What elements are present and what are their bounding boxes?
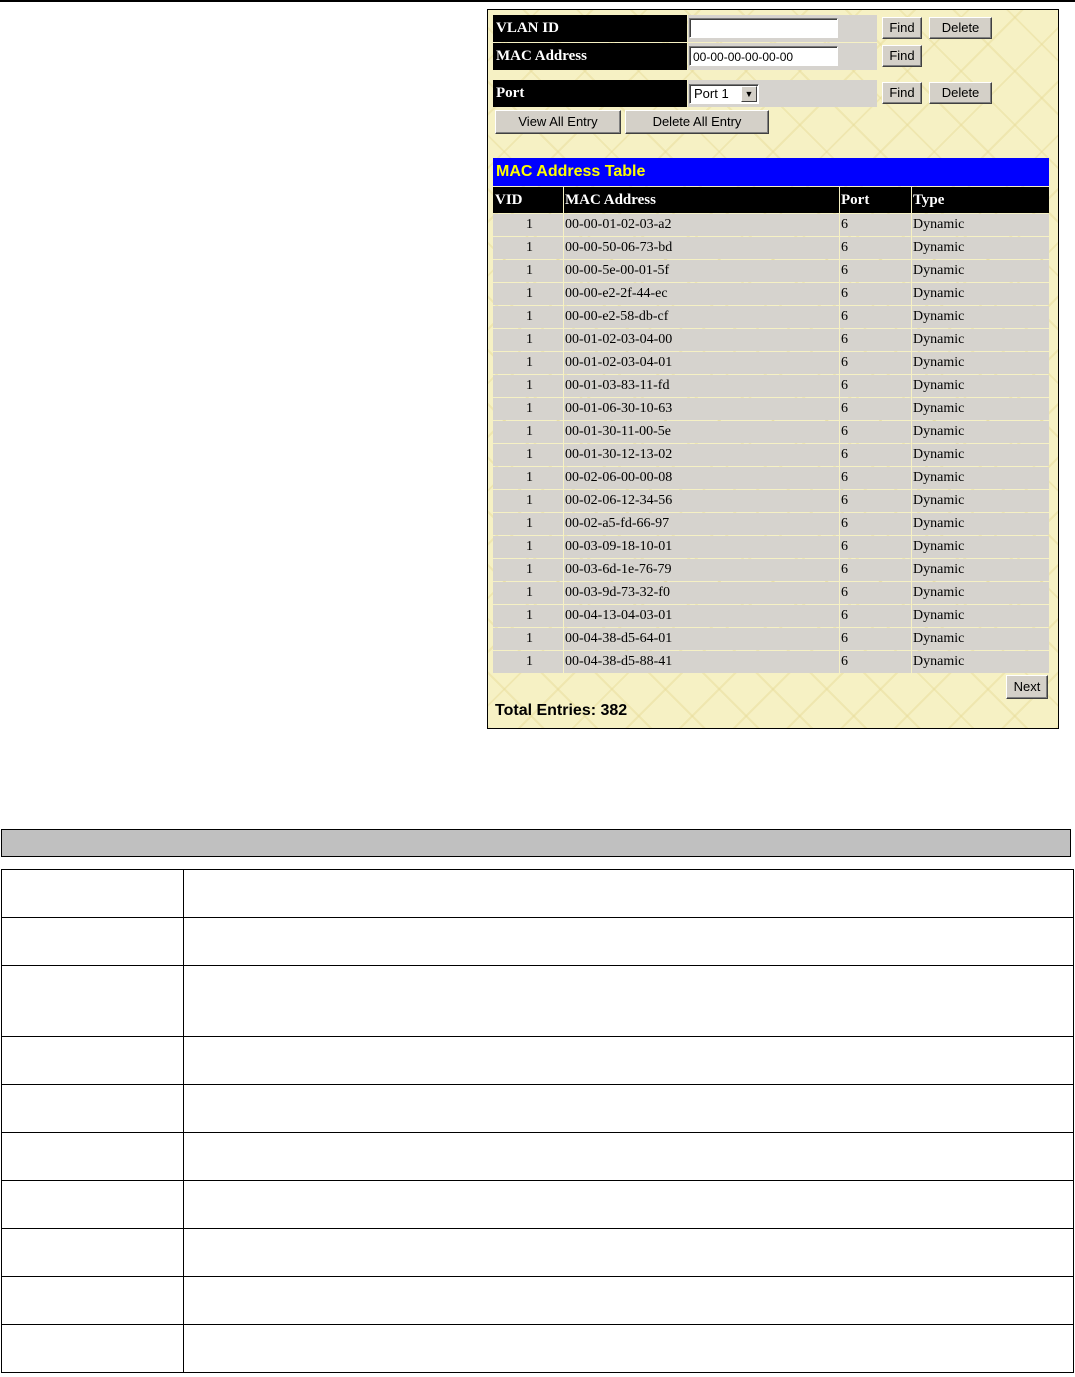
mac-address-cell: 00-02-a5-fd-66-97 <box>565 516 670 531</box>
port-cell: 6 <box>841 562 848 577</box>
parameter-row <box>2 1181 1074 1229</box>
vid-cell: 1 <box>526 424 533 439</box>
vlan-delete-button[interactable]: Delete <box>929 17 992 39</box>
table-row <box>493 559 1049 581</box>
parameter-name-cell <box>2 1181 184 1229</box>
port-cell: 6 <box>841 286 848 301</box>
table-header <box>493 187 1049 213</box>
type-cell: Dynamic <box>913 240 965 255</box>
mac-address-cell: 00-03-6d-1e-76-79 <box>565 562 672 577</box>
port-cell: 6 <box>841 309 848 324</box>
parameter-name-cell <box>2 1229 184 1277</box>
table-row <box>493 237 1049 259</box>
parameter-row <box>2 1277 1074 1325</box>
table-row <box>493 651 1049 673</box>
vid-cell: 1 <box>526 470 533 485</box>
vid-cell: 1 <box>526 217 533 232</box>
table-row <box>493 329 1049 351</box>
port-cell: 6 <box>841 378 848 393</box>
parameter-name-cell <box>2 1037 184 1085</box>
vid-cell: 1 <box>526 263 533 278</box>
table-row <box>493 306 1049 328</box>
mac-address-cell: 00-00-50-06-73-bd <box>565 240 673 255</box>
table-row <box>493 513 1049 535</box>
mac-address-table-panel <box>487 9 1059 729</box>
port-cell: 6 <box>841 654 848 669</box>
type-cell: Dynamic <box>913 355 965 370</box>
parameter-row <box>2 1325 1074 1373</box>
next-button[interactable]: Next <box>1006 675 1048 699</box>
port-cell: 6 <box>841 355 848 370</box>
port-cell: 6 <box>841 585 848 600</box>
vid-cell: 1 <box>526 378 533 393</box>
vid-cell: 1 <box>526 401 533 416</box>
vid-cell: 1 <box>526 562 533 577</box>
parameter-description-cell <box>184 1181 1074 1229</box>
type-cell: Dynamic <box>913 447 965 462</box>
vid-cell: 1 <box>526 240 533 255</box>
parameter-row <box>2 966 1074 1037</box>
mac-address-cell: 00-01-30-11-00-5e <box>565 424 672 439</box>
table-row <box>493 214 1049 236</box>
mac-address-cell: 00-01-06-30-10-63 <box>565 401 673 416</box>
mac-address-cell: 00-00-01-02-03-a2 <box>565 217 672 232</box>
mac-find-button[interactable]: Find <box>882 45 922 67</box>
table-row <box>493 628 1049 650</box>
mac-address-label: MAC Address <box>493 43 687 70</box>
parameter-row <box>2 918 1074 966</box>
mac-address-cell: 00-00-e2-2f-44-ec <box>565 286 668 301</box>
column-header-mac-address: MAC Address <box>565 192 656 208</box>
type-cell: Dynamic <box>913 539 965 554</box>
parameter-row <box>2 1037 1074 1085</box>
mac-address-cell: 00-02-06-00-00-08 <box>565 470 673 485</box>
column-divider <box>563 187 564 673</box>
vid-cell: 1 <box>526 309 533 324</box>
table-title: MAC Address Table <box>493 158 1049 186</box>
table-row <box>493 283 1049 305</box>
mac-address-cell: 00-01-02-03-04-00 <box>565 332 673 347</box>
vid-cell: 1 <box>526 516 533 531</box>
vid-cell: 1 <box>526 447 533 462</box>
parameter-description-cell <box>184 1133 1074 1181</box>
parameter-table <box>1 869 1074 1373</box>
type-cell: Dynamic <box>913 470 965 485</box>
port-delete-button[interactable]: Delete <box>929 82 992 104</box>
parameter-description-cell <box>184 1325 1074 1373</box>
parameter-name-cell <box>2 1085 184 1133</box>
page-top-rule <box>0 0 1075 2</box>
type-cell: Dynamic <box>913 562 965 577</box>
parameter-name-cell <box>2 1133 184 1181</box>
column-divider <box>839 187 840 673</box>
type-cell: Dynamic <box>913 378 965 393</box>
type-cell: Dynamic <box>913 286 965 301</box>
port-cell: 6 <box>841 539 848 554</box>
port-cell: 6 <box>841 608 848 623</box>
mac-address-input[interactable]: 00-00-00-00-00-00 <box>689 46 838 66</box>
port-select[interactable] <box>689 84 759 104</box>
port-cell: 6 <box>841 217 848 232</box>
port-label: Port <box>493 80 687 107</box>
port-cell: 6 <box>841 493 848 508</box>
vid-cell: 1 <box>526 493 533 508</box>
type-cell: Dynamic <box>913 493 965 508</box>
column-divider <box>911 187 912 673</box>
table-row <box>493 398 1049 420</box>
mac-address-cell: 00-00-5e-00-01-5f <box>565 263 670 278</box>
table-row <box>493 421 1049 443</box>
parameter-row <box>2 1229 1074 1277</box>
view-all-entry-button[interactable]: View All Entry <box>495 110 621 134</box>
mac-address-cell: 00-04-38-d5-64-01 <box>565 631 673 646</box>
parameter-name-cell <box>2 918 184 966</box>
table-row <box>493 605 1049 627</box>
port-cell: 6 <box>841 401 848 416</box>
mac-address-cell: 00-04-38-d5-88-41 <box>565 654 673 669</box>
port-cell: 6 <box>841 240 848 255</box>
table-row <box>493 444 1049 466</box>
table-row <box>493 467 1049 489</box>
mac-address-cell: 00-03-09-18-10-01 <box>565 539 673 554</box>
type-cell: Dynamic <box>913 309 965 324</box>
vid-cell: 1 <box>526 654 533 669</box>
mac-address-cell: 00-01-03-83-11-fd <box>565 378 670 393</box>
port-cell: 6 <box>841 263 848 278</box>
parameter-description-cell <box>184 1229 1074 1277</box>
parameter-description-cell <box>184 1037 1074 1085</box>
mac-address-cell: 00-01-30-12-13-02 <box>565 447 673 462</box>
parameter-name-cell <box>2 870 184 918</box>
chevron-down-icon[interactable]: ▼ <box>741 86 757 102</box>
vlan-id-input[interactable] <box>689 18 838 38</box>
table-body <box>493 214 1049 674</box>
port-find-button[interactable]: Find <box>882 82 922 104</box>
vid-cell: 1 <box>526 539 533 554</box>
type-cell: Dynamic <box>913 585 965 600</box>
port-cell: 6 <box>841 470 848 485</box>
port-cell: 6 <box>841 424 848 439</box>
parameter-name-cell <box>2 1277 184 1325</box>
port-select-value: Port 1 <box>694 86 729 101</box>
type-cell: Dynamic <box>913 332 965 347</box>
parameter-description-cell <box>184 1277 1074 1325</box>
vid-cell: 1 <box>526 355 533 370</box>
port-cell: 6 <box>841 516 848 531</box>
table-row <box>493 536 1049 558</box>
vlan-id-label: VLAN ID <box>493 15 687 42</box>
total-entries: Total Entries: 382 <box>495 702 628 719</box>
table-row <box>493 352 1049 374</box>
vlan-find-button[interactable]: Find <box>882 17 922 39</box>
column-header-vid: VID <box>495 192 523 208</box>
vid-cell: 1 <box>526 585 533 600</box>
type-cell: Dynamic <box>913 654 965 669</box>
mac-address-cell: 00-00-e2-58-db-cf <box>565 309 669 324</box>
mac-address-cell: 00-02-06-12-34-56 <box>565 493 673 508</box>
parameter-description-cell <box>184 870 1074 918</box>
vid-cell: 1 <box>526 631 533 646</box>
mac-address-cell: 00-03-9d-73-32-f0 <box>565 585 670 600</box>
type-cell: Dynamic <box>913 608 965 623</box>
type-cell: Dynamic <box>913 217 965 232</box>
type-cell: Dynamic <box>913 401 965 416</box>
mac-address-cell: 00-04-13-04-03-01 <box>565 608 673 623</box>
table-row <box>493 582 1049 604</box>
table-row <box>493 260 1049 282</box>
type-cell: Dynamic <box>913 631 965 646</box>
port-cell: 6 <box>841 447 848 462</box>
parameter-name-cell <box>2 966 184 1037</box>
delete-all-entry-button[interactable]: Delete All Entry <box>625 110 769 134</box>
parameter-row <box>2 1133 1074 1181</box>
parameter-description-cell <box>184 1085 1074 1133</box>
parameter-row <box>2 870 1074 918</box>
parameter-row <box>2 1085 1074 1133</box>
vid-cell: 1 <box>526 332 533 347</box>
port-cell: 6 <box>841 332 848 347</box>
parameter-description-cell <box>184 918 1074 966</box>
mac-address-cell: 00-01-02-03-04-01 <box>565 355 673 370</box>
vid-cell: 1 <box>526 286 533 301</box>
type-cell: Dynamic <box>913 263 965 278</box>
table-row <box>493 375 1049 397</box>
parameter-table-header <box>1 829 1071 857</box>
vid-cell: 1 <box>526 608 533 623</box>
column-header-port: Port <box>841 192 870 208</box>
type-cell: Dynamic <box>913 424 965 439</box>
parameter-name-cell <box>2 1325 184 1373</box>
port-cell: 6 <box>841 631 848 646</box>
type-cell: Dynamic <box>913 516 965 531</box>
column-header-type: Type <box>913 192 945 208</box>
parameter-description-cell <box>184 966 1074 1037</box>
table-row <box>493 490 1049 512</box>
